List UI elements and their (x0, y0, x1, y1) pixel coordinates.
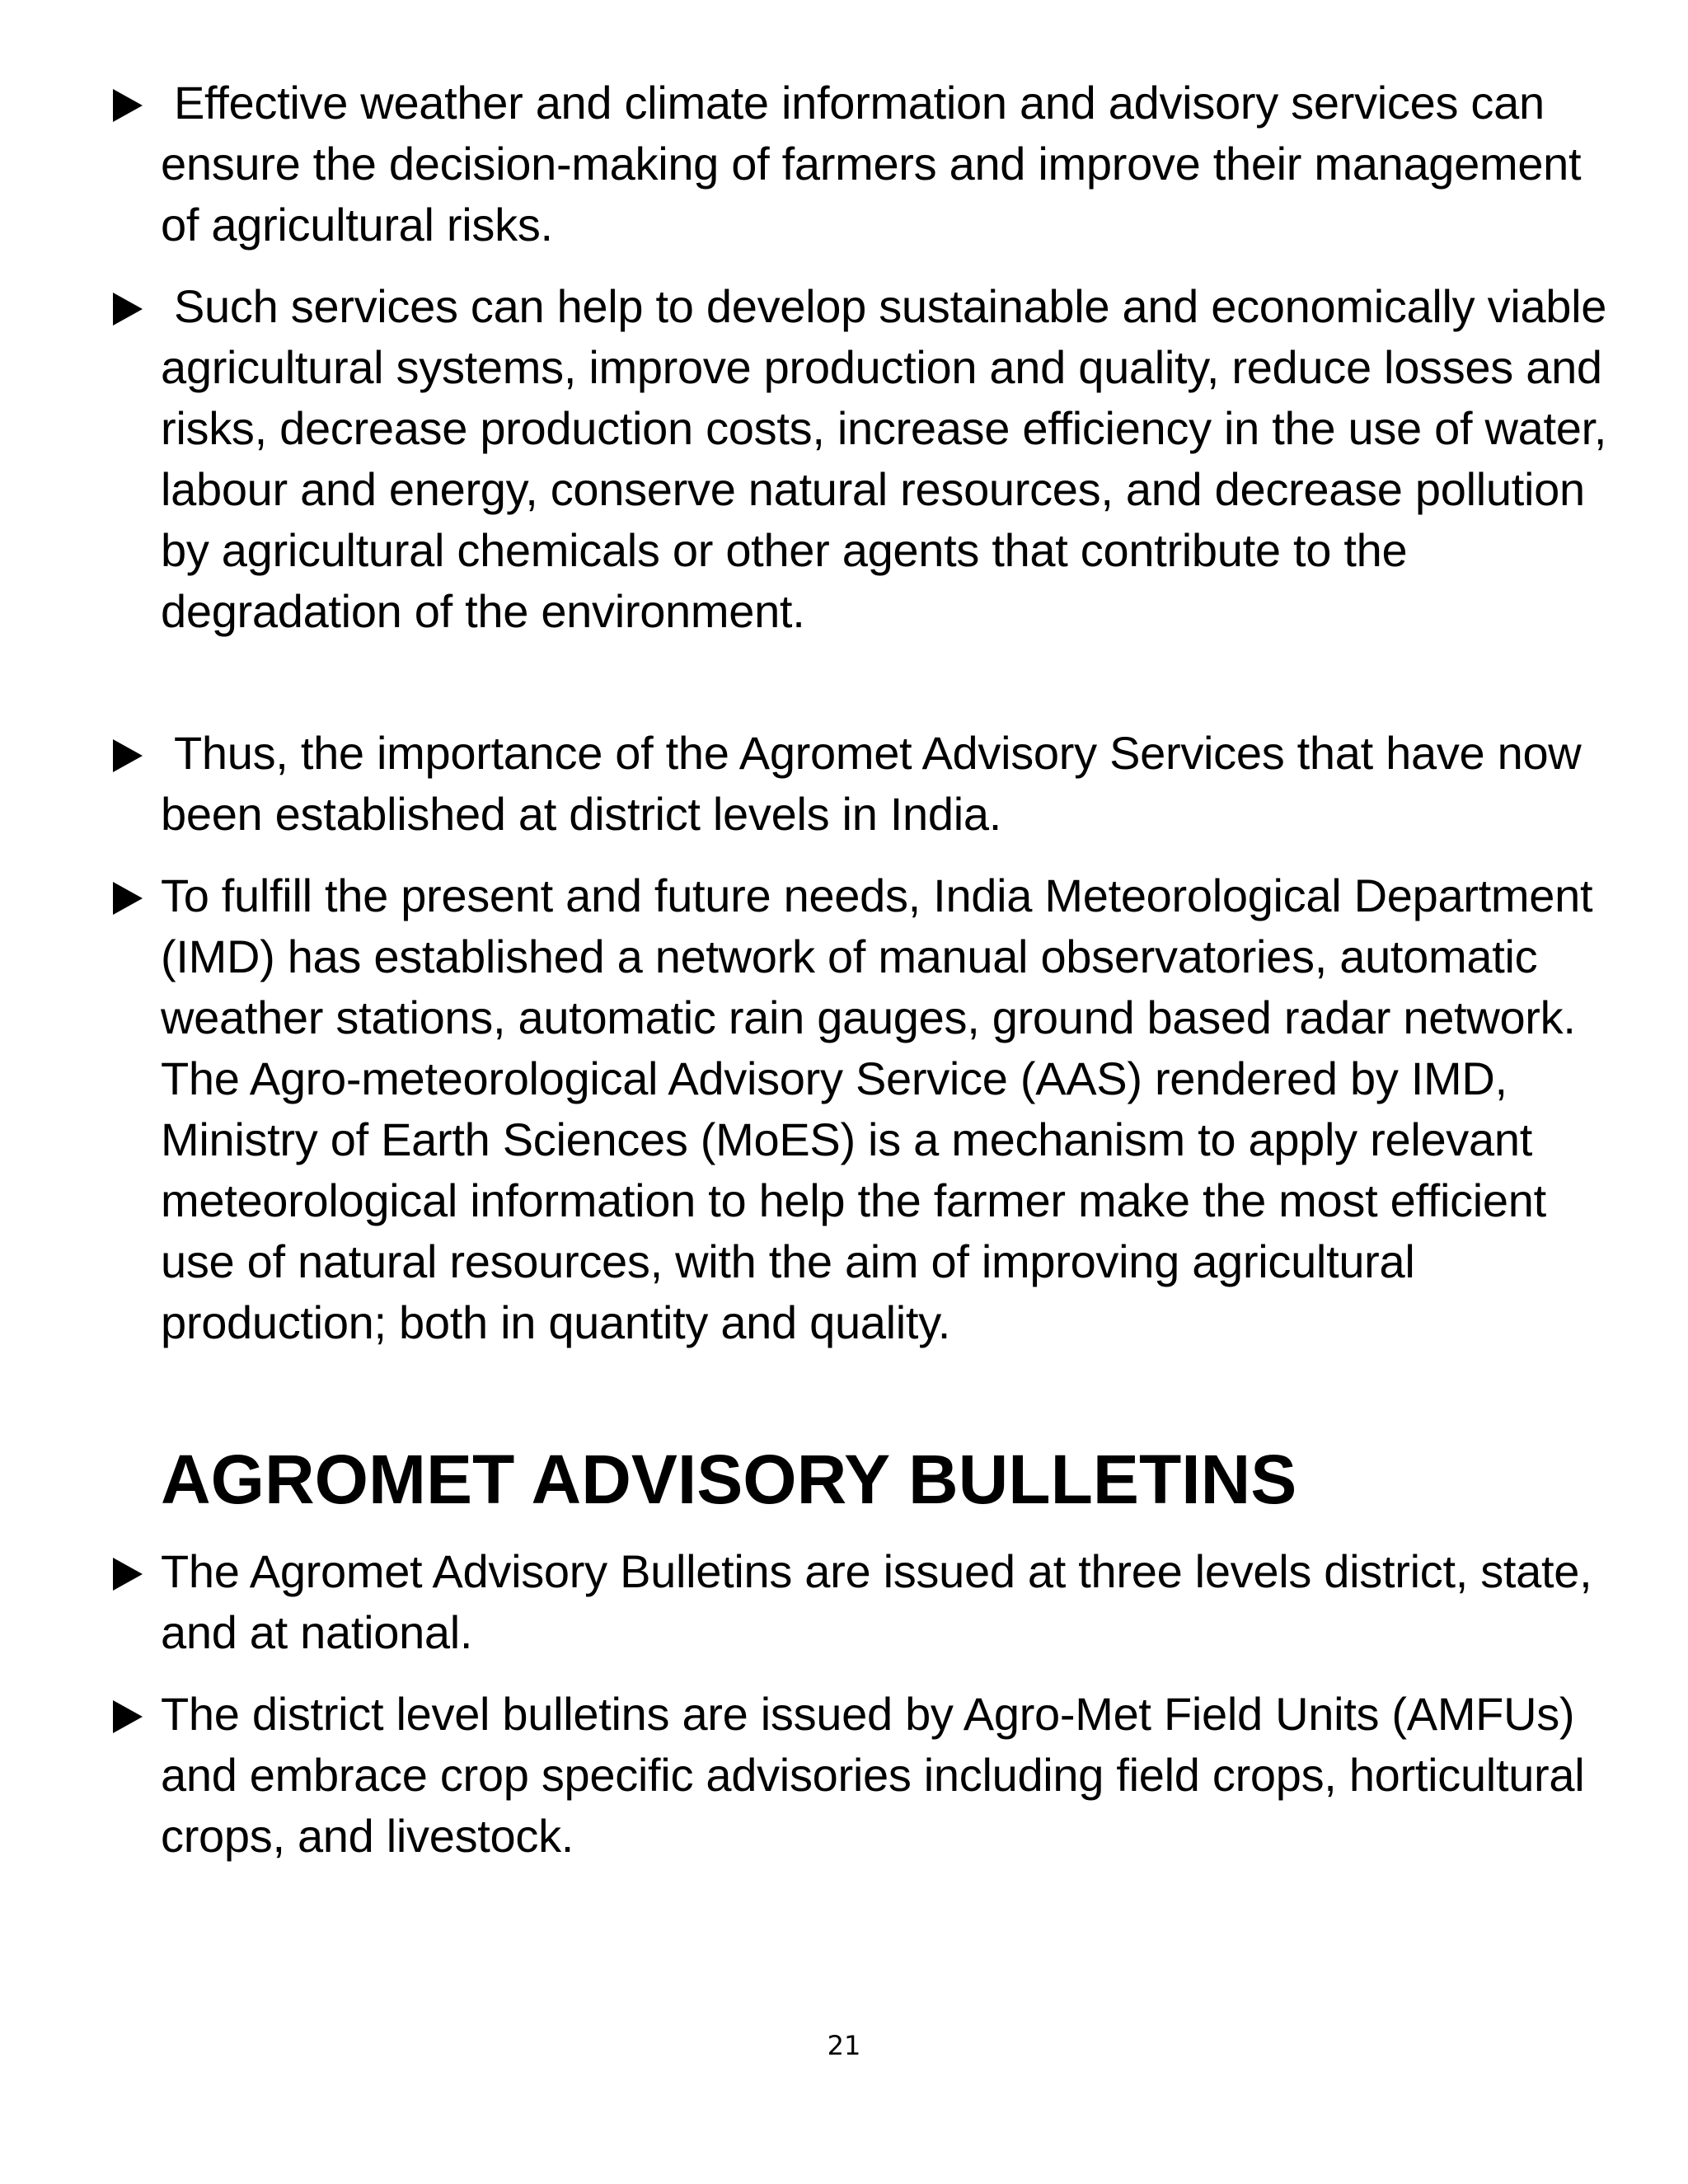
bullet-text: The district level bulletins are issued by Agro-Met Field Units (AMFUs) and embrace crop specific advisories including field crops, horticultural crops, and livestock. (161, 1688, 1585, 1862)
bullet-text: Such services can help to develop sustainable and economically viable agricultural systems, improve production and quality, reduce losses and risks, decrease production costs, increase efficiency in the use of water, labour and energy, conserve natural resources, and decrease pollution by agricultural chemicals or other agents that contribute to the degradation of the environment. (161, 280, 1607, 637)
triangle-right-icon (111, 87, 144, 124)
bullet-text: Thus, the importance of the Agromet Advisory Services that have now been established at district levels in India. (161, 727, 1582, 840)
triangle-right-icon (111, 291, 144, 327)
bullet-item-district-bulletins (111, 1684, 1620, 1867)
triangle-right-icon (111, 1556, 144, 1592)
triangle-right-icon (111, 738, 144, 774)
bullet-text: To fulfill the present and future needs, India Meteorological Department (IMD) has established a network of manual observatories, automatic weather stations, automatic rain gauges, ground based radar network. The Agro-meteorological Advisory Service (AAS) rendered by IMD, Ministry of Earth Sciences (MoES) is a mechanism to apply relevant meteorological information to help the farmer make the most efficient use of natural resources, with the aim of improving agricultural production; both in quantity and quality. (161, 869, 1593, 1348)
bullet-item-imd-network (111, 865, 1620, 1353)
bullet-text: The Agromet Advisory Bulletins are issued at three levels district, state, and at national. (161, 1545, 1592, 1658)
page-number: 21 (827, 2030, 861, 2061)
triangle-right-icon (111, 880, 144, 916)
bullet-item-bulletin-levels (111, 1541, 1620, 1663)
section-heading: AGROMET ADVISORY BULLETINS (161, 1441, 1297, 1518)
bullet-text: Effective weather and climate information and advisory services can ensure the decision-making of farmers and improve their management of agricultural risks. (161, 77, 1582, 251)
bullet-item-agromet-importance (111, 723, 1620, 845)
bullet-item-weather-services (111, 73, 1620, 255)
triangle-right-icon (111, 1699, 144, 1735)
bullet-item-sustainable-systems (111, 276, 1620, 642)
